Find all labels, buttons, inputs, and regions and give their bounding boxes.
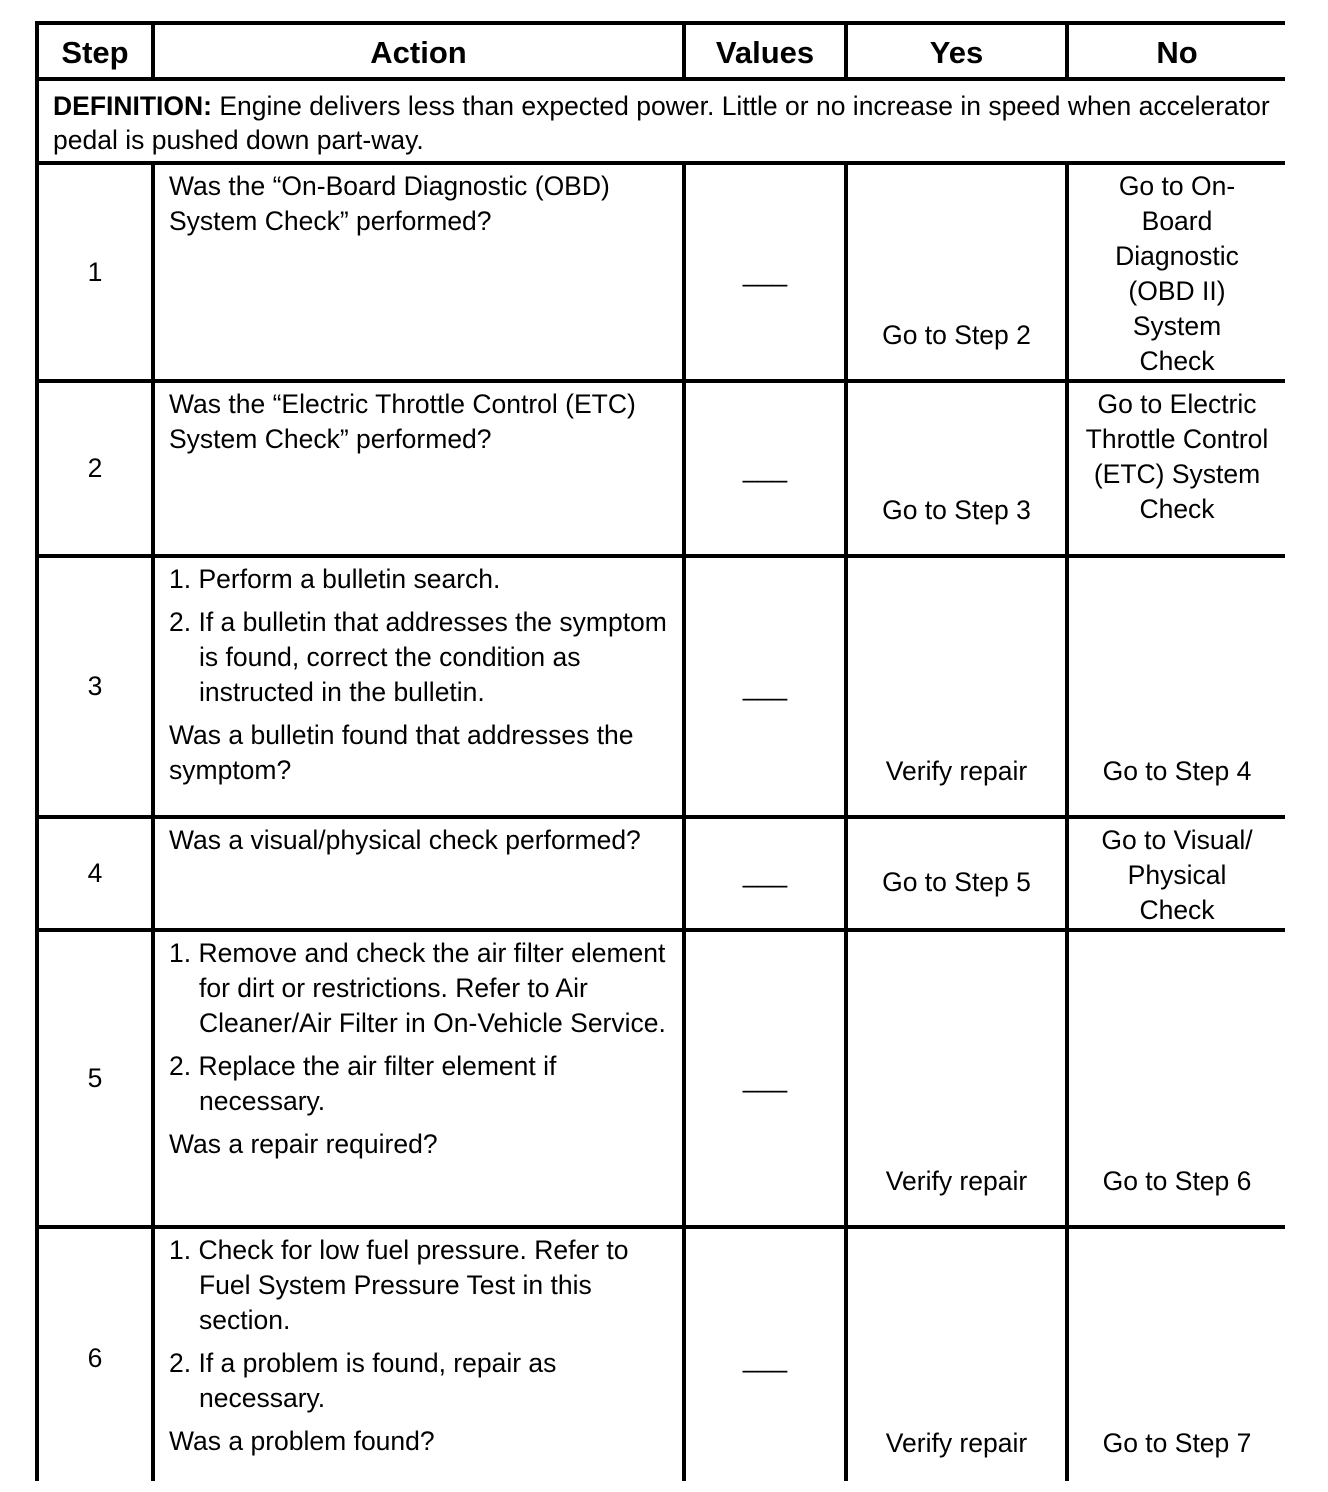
header-no: No [1067, 23, 1285, 79]
action-item: 2. If a problem is found, repair as necessary. [169, 1348, 557, 1413]
step-number: 1 [37, 163, 153, 381]
values-cell: ___ [684, 381, 846, 556]
action-item: 2. Replace the air filter element if necessary. [169, 1051, 557, 1116]
header-row [37, 23, 1285, 79]
yes-cell: Go to Step 2 [846, 163, 1067, 381]
yes-cell: Go to Step 5 [846, 817, 1067, 930]
header-step: Step [37, 23, 153, 79]
definition-label: DEFINITION: [53, 91, 212, 121]
step-number: 4 [37, 817, 153, 930]
table-row [37, 1227, 1285, 1481]
action-cell [153, 163, 684, 381]
header-action: Action [153, 23, 684, 79]
action-text: Was a visual/physical check performed? [169, 825, 641, 855]
action-question: Was a repair required? [169, 1129, 438, 1159]
action-question: Was a problem found? [169, 1426, 435, 1456]
no-cell [1067, 163, 1285, 381]
values-cell: ___ [684, 556, 846, 817]
no-cell [1067, 817, 1285, 930]
step-number: 6 [37, 1227, 153, 1481]
action-cell [153, 930, 684, 1227]
step-number: 5 [37, 930, 153, 1227]
action-item: 1. Remove and check the air filter element for dirt or restrictions. Refer to Air Cleaner/Air Filter in On-Vehicle Service. [169, 938, 666, 1038]
no-cell: Go to Step 6 [1067, 930, 1285, 1227]
no-cell: Go to Electric Throttle Control (ETC) System Check [1067, 381, 1285, 556]
definition-row [37, 79, 1285, 163]
yes-cell: Verify repair [846, 556, 1067, 817]
table-row [37, 930, 1285, 1227]
yes-cell: Verify repair [846, 930, 1067, 1227]
step-number: 3 [37, 556, 153, 817]
no-text: Go to Visual/ Physical Check [1101, 825, 1253, 925]
definition-cell [37, 79, 1285, 163]
header-yes: Yes [846, 23, 1067, 79]
table-row [37, 163, 1285, 381]
action-item: 1. Perform a bulletin search. [169, 564, 501, 594]
values-cell: ___ [684, 930, 846, 1227]
no-cell: Go to Step 4 [1067, 556, 1285, 817]
values-cell: ___ [684, 1227, 846, 1481]
values-cell: ___ [684, 817, 846, 930]
action-text: Was the “On-Board Diagnostic (OBD) System Check” performed? [169, 171, 610, 236]
action-item: 2. If a bulletin that addresses the symptom is found, correct the condition as instructed in the bulletin. [169, 607, 667, 707]
step-number: 2 [37, 381, 153, 556]
diagnostic-table [35, 21, 1285, 1481]
table-row [37, 817, 1285, 930]
action-cell [153, 556, 684, 817]
action-text: Was the “Electric Throttle Control (ETC) System Check” performed? [169, 389, 636, 454]
definition-text: Engine delivers less than expected power. Little or no increase in speed when accelerator pedal is pushed down part-way. [53, 91, 1270, 155]
no-cell: Go to Step 7 [1067, 1227, 1285, 1481]
values-cell: ___ [684, 163, 846, 381]
header-values: Values [684, 23, 846, 79]
yes-cell: Verify repair [846, 1227, 1067, 1481]
action-item: 1. Check for low fuel pressure. Refer to Fuel System Pressure Test in this section. [169, 1235, 629, 1335]
action-cell [153, 381, 684, 556]
action-cell [153, 1227, 684, 1481]
action-question: Was a bulletin found that addresses the symptom? [169, 720, 634, 785]
table-row [37, 381, 1285, 556]
action-cell [153, 817, 684, 930]
table-row [37, 556, 1285, 817]
no-text: Go to On-Board Diagnostic (OBD II) System Check [1115, 171, 1239, 376]
yes-cell: Go to Step 3 [846, 381, 1067, 556]
